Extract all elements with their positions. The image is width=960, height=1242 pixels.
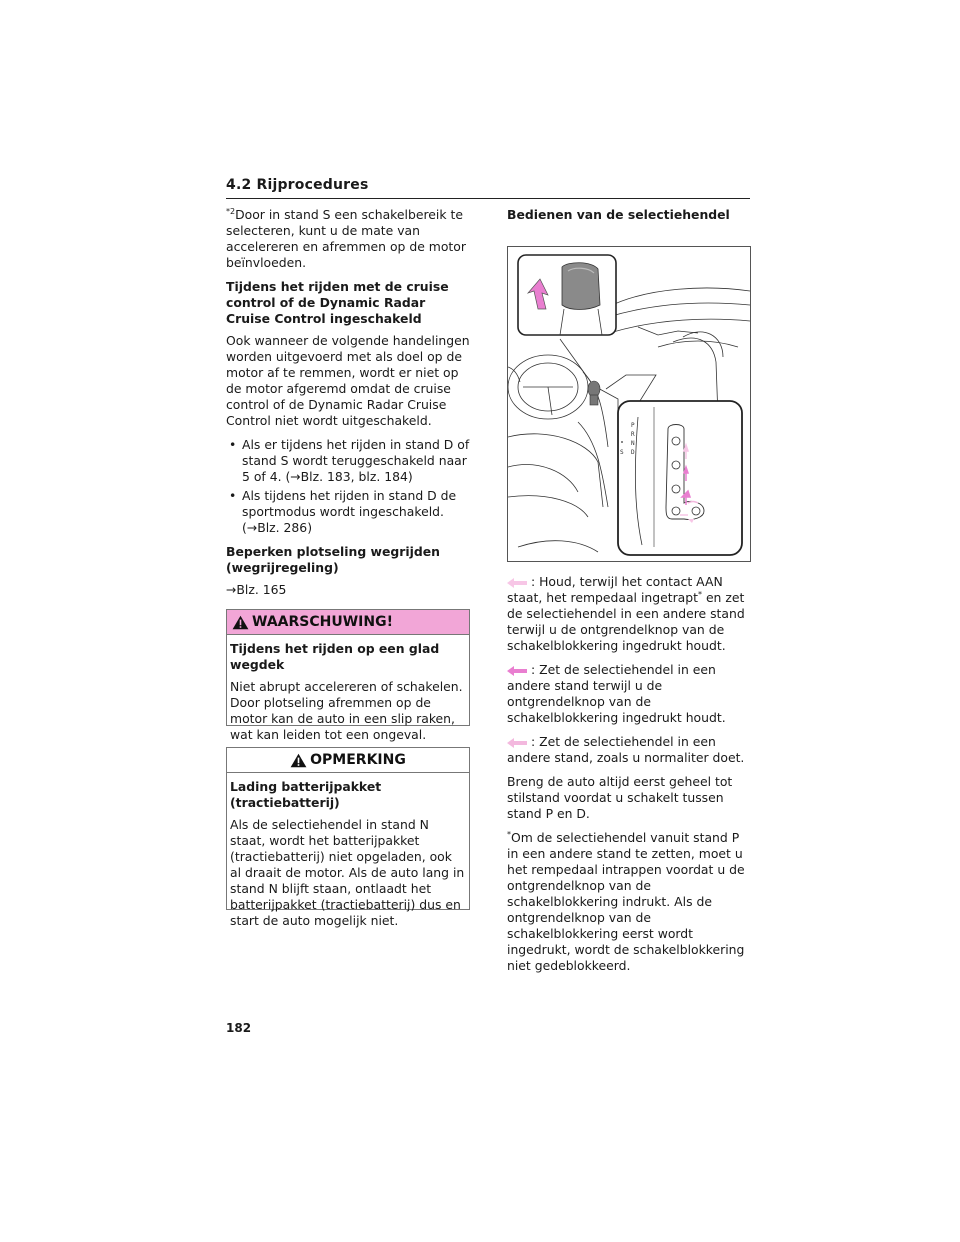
warning-triangle-icon <box>232 615 249 630</box>
shift-lever-illustration <box>507 246 751 562</box>
right-column <box>507 207 753 229</box>
gate-label-s: S <box>620 449 624 456</box>
notice-text: Als de selectiehendel in stand N staat, wordt het batterijpakket (tractiebatterij) niet opgeladen, ook al draait de motor. Als de auto lang in stand N blijft staan, ontlaadt het batterijpakket (tractiebatterij) dus en start de auto mogelijk niet. <box>230 817 465 928</box>
legend-3 <box>507 734 753 766</box>
warning-box <box>226 609 470 742</box>
legend-2-text: : Zet de selectiehendel in een andere stand terwijl u de ontgrendelknop van de schakelblokkering ingedrukt houdt. <box>507 662 726 725</box>
notice-heading: Lading batterijpakket (tractiebatterij) <box>230 779 382 810</box>
page-number: 182 <box>226 1021 252 1035</box>
cruise-heading: Tijdens het rijden met de cruise control of de Dynamic Radar Cruise Control ingeschakeld <box>226 279 449 326</box>
left-column <box>226 207 470 606</box>
footnote <box>507 830 753 974</box>
notice-box <box>226 747 470 928</box>
section-title: 4.2 Rijprocedures <box>226 177 369 193</box>
legend-1-text-b: en zet de selectiehendel in een andere stand terwijl u de ontgrendelknop van de schakelblokkering ingedrukt houdt. <box>507 590 745 653</box>
limit-heading: Beperken plotseling wegrijden (wegrijregeling) <box>226 544 440 575</box>
brake-text: Breng de auto altijd eerst geheel tot stilstand voordat u schakelt tussen stand P en D. <box>507 774 733 821</box>
limit-reference: →Blz. 165 <box>226 582 287 597</box>
footnote-2 <box>226 207 470 271</box>
cockpit-line-drawing <box>508 247 750 561</box>
bullet-item: • Als tijdens het rijden in stand D de sportmodus wordt ingeschakeld. (→Blz. 286) <box>226 488 470 536</box>
footnote-2-marker: *2 <box>226 207 236 216</box>
notice-header <box>227 748 469 773</box>
selector-heading: Bedienen van de selectiehendel <box>507 207 730 222</box>
pink-arrow-icon <box>507 666 527 676</box>
notice-title: OPMERKING <box>310 752 406 768</box>
gate-label-p: P <box>631 422 635 429</box>
gate-label-r: R <box>631 431 635 438</box>
gate-label-d: D <box>631 449 635 456</box>
legend-block <box>507 574 753 982</box>
gate-label-n: N <box>631 440 635 447</box>
legend-1-star: * <box>698 590 702 599</box>
warning-heading: Tijdens het rijden op een glad wegdek <box>230 641 440 672</box>
cruise-bullet-list <box>226 437 470 536</box>
light-pink-arrow-icon <box>507 578 527 588</box>
legend-1-text-a: : Houd, terwijl het contact AAN staat, het rempedaal ingetrapt <box>507 574 723 605</box>
footnote-marker: * <box>507 830 511 839</box>
notice-triangle-icon <box>290 753 307 768</box>
legend-1 <box>507 574 753 654</box>
footnote-2-text: Door in stand S een schakelbereik te selecteren, kunt u de mate van accelereren en afremmen op de motor beïnvloeden. <box>226 207 466 270</box>
section-divider <box>226 198 750 199</box>
bullet-item: • Als er tijdens het rijden in stand D of stand S wordt teruggeschakeld naar 5 of 4. (→Blz. 183, blz. 184) <box>226 437 470 485</box>
legend-2 <box>507 662 753 726</box>
warning-header <box>227 610 469 635</box>
pale-pink-arrow-icon <box>507 738 527 748</box>
cruise-text: Ook wanneer de volgende handelingen worden uitgevoerd met als doel op de motor af te remmen, wordt er niet op de motor afgeremd omdat de cruise control of de Dynamic Radar Cruise Control niet wordt uitgeschakeld. <box>226 333 470 428</box>
warning-title: WAARSCHUWING! <box>252 614 393 630</box>
legend-3-text: : Zet de selectiehendel in een andere stand, zoals u normaliter doet. <box>507 734 745 765</box>
footnote-text: Om de selectiehendel vanuit stand P in een andere stand te zetten, moet u het rempedaal intrappen voordat u de ontgrendelknop van de schakelblokkering indrukt. Als de ontgrendelknop van de schakelblokkering eerst wordt ingedrukt, wordt de schakelblokkering niet gedeblokkeerd. <box>507 830 745 973</box>
warning-text: Niet abrupt accelereren of schakelen. Door plotseling afremmen op de motor kan de auto in een slip raken, wat kan leiden tot een ongeval. <box>230 679 463 742</box>
